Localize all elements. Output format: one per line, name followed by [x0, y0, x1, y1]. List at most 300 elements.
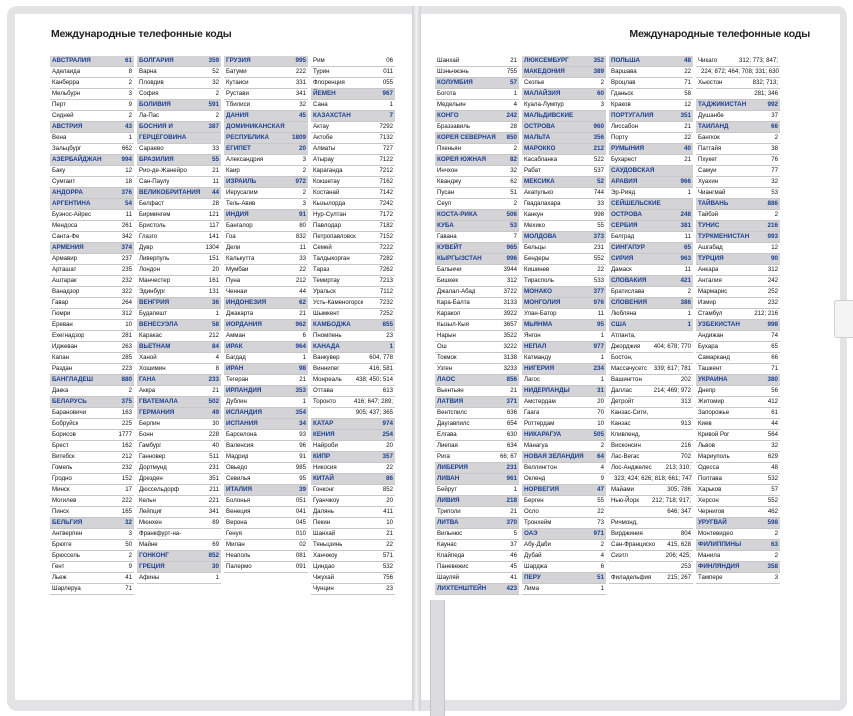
country-row: [435, 496, 519, 507]
city-name: Тронхейм: [524, 519, 552, 526]
dialing-code: 232: [767, 299, 778, 306]
city-name: Багдад: [226, 354, 246, 361]
country-row: [435, 221, 519, 232]
country-name: ГРЕЦИЯ: [139, 563, 165, 570]
city-name: Ванадзор: [52, 288, 80, 295]
dialing-code: 855: [382, 321, 393, 328]
city-name: Пусан: [437, 189, 455, 196]
dialing-code: 11: [212, 178, 219, 185]
country-row: [609, 276, 693, 287]
dialing-code: 56: [771, 387, 778, 394]
dialing-code: 9: [128, 101, 132, 108]
city-row: [50, 287, 134, 298]
city-row: [137, 199, 221, 210]
dialing-code: 416; 581: [369, 365, 393, 372]
dialing-code: 221: [208, 497, 219, 504]
country-name: ИРАК: [226, 343, 243, 350]
city-row: [311, 221, 395, 232]
country-name: ВЕНЕСУЭЛА: [139, 321, 178, 328]
dialing-code: 2: [774, 134, 778, 141]
dialing-code: 233: [208, 376, 219, 383]
city-name: Эр-Рияд: [611, 189, 636, 196]
dialing-code: 77: [771, 167, 778, 174]
dialing-code: 66; 67: [500, 453, 517, 460]
city-name: Тегеран: [226, 376, 249, 383]
city-name: Касабланка: [524, 156, 558, 163]
city-row: [137, 243, 221, 254]
city-name: Богота: [437, 90, 456, 97]
country-row: [50, 199, 134, 210]
dialing-code: 055: [382, 79, 393, 86]
city-name: Санта-Фе: [52, 233, 80, 240]
country-row: [224, 56, 308, 67]
city-row: [224, 100, 308, 111]
dialing-code: 32: [510, 167, 517, 174]
dialing-code: 421: [680, 277, 691, 284]
dialing-code: 51: [596, 574, 604, 581]
country-name: КОЛУМБИЯ: [437, 79, 473, 86]
city-name: Елгава: [437, 431, 457, 438]
country-row: [609, 298, 693, 309]
dialing-code: 21: [510, 387, 517, 394]
country-name: НИГЕРИЯ: [524, 365, 555, 372]
city-name: Атланта,: [611, 332, 636, 339]
city-row: [50, 276, 134, 287]
country-row: [224, 177, 308, 188]
city-name: Куала-Лумпур: [524, 101, 564, 108]
city-name: Баку: [52, 167, 66, 174]
city-row: [50, 67, 134, 78]
city-row: [137, 386, 221, 397]
city-name: Львов: [698, 442, 715, 449]
dialing-code: 10: [125, 321, 132, 328]
city-name: Катманду: [524, 354, 552, 361]
dialing-code: 225: [121, 420, 132, 427]
city-row: [522, 540, 606, 551]
dialing-code: 8: [128, 68, 132, 75]
city-row: [696, 177, 780, 188]
dialing-code: 964: [295, 343, 306, 350]
dialing-code: 339; 617; 781: [653, 365, 691, 372]
dialing-code: 998: [593, 211, 604, 218]
city-name: Виннипег: [313, 365, 340, 372]
city-row: [435, 573, 519, 584]
city-row: [137, 529, 221, 540]
city-row: [435, 408, 519, 419]
dialing-code: 389: [593, 68, 604, 75]
city-row: [696, 67, 780, 78]
country-name: ИТАЛИЯ: [226, 486, 253, 493]
dialing-code: 22: [386, 541, 393, 548]
dialing-code: 629: [767, 453, 778, 460]
city-row: [224, 507, 308, 518]
dialing-code: 20: [597, 398, 604, 405]
city-name: Гамбург: [139, 442, 162, 449]
country-row: [224, 408, 308, 419]
city-row: [137, 144, 221, 155]
city-row: [311, 331, 395, 342]
city-name: Палермо: [226, 563, 252, 570]
city-name: Манагуа: [524, 442, 548, 449]
city-row: [50, 320, 134, 331]
city-name: Арташат: [52, 266, 77, 273]
dialing-code: 281; 346: [754, 90, 778, 97]
country-row: [522, 529, 606, 540]
city-name: Улан-Батор: [524, 310, 557, 317]
country-name: СЕРБИЯ: [611, 222, 638, 229]
city-name: Братислава: [611, 288, 645, 295]
city-row: [224, 463, 308, 474]
dialing-code: 2: [687, 288, 691, 295]
country-row: [609, 56, 693, 67]
dialing-code: 55: [211, 156, 219, 163]
city-name: Уральск: [313, 288, 336, 295]
city-name: Аштарак: [52, 277, 77, 284]
country-name: ГРУЗИЯ: [226, 57, 251, 64]
city-name: Мадрид: [226, 453, 249, 460]
city-row: [50, 353, 134, 364]
country-name: УЗБЕКИСТАН: [698, 321, 740, 328]
city-name: Гвадалахара: [524, 200, 561, 207]
dialing-code: 312: [767, 266, 778, 273]
dialing-code: 33: [299, 255, 306, 262]
city-row: [609, 408, 693, 419]
country-name: УРУГВАЙ: [698, 519, 727, 526]
country-name: КОНГО: [437, 112, 459, 119]
dialing-code: 322: [121, 288, 132, 295]
dialing-code: 744: [593, 189, 604, 196]
city-name: Венеция: [226, 508, 251, 515]
dialing-code: 7122: [379, 156, 393, 163]
country-name: ГАНА: [139, 376, 156, 383]
city-name: Майами: [611, 486, 634, 493]
dialing-code: 91: [298, 211, 306, 218]
dialing-code: 232: [121, 464, 132, 471]
city-name: Рабат: [524, 167, 541, 174]
city-row: [224, 309, 308, 320]
dialing-code: 117: [209, 222, 219, 229]
dialing-code: 462: [767, 508, 778, 515]
city-row: [311, 496, 395, 507]
city-name: Армавир: [52, 255, 78, 262]
country-name: СЛОВАКИЯ: [611, 277, 647, 284]
country-row: [311, 430, 395, 441]
country-row: [50, 243, 134, 254]
dialing-code: 564: [767, 431, 778, 438]
city-name: Шанхай: [437, 57, 460, 64]
dialing-code: 11: [299, 244, 306, 251]
country-name: КУВЕЙТ: [437, 244, 463, 251]
city-row: [609, 309, 693, 320]
city-name: Вроцлав: [611, 79, 636, 86]
country-name: СЛОВЕНИЯ: [611, 299, 648, 306]
country-row: [522, 485, 606, 496]
city-name: Пловдив: [139, 79, 164, 86]
city-name: Бухарест: [611, 156, 637, 163]
dialing-code: 3: [774, 574, 778, 581]
city-name: София: [139, 90, 159, 97]
dialing-code: 45: [298, 112, 306, 119]
city-row: [224, 232, 308, 243]
country-row: [696, 100, 780, 111]
dialing-code: 60: [596, 90, 604, 97]
country-name: ИЗРАИЛЬ: [226, 178, 257, 185]
country-row: [609, 177, 693, 188]
dialing-code: 10: [386, 519, 393, 526]
country-name: КАМБОДЖА: [313, 321, 351, 328]
city-name: Шымкент: [313, 310, 340, 317]
country-row: [137, 188, 221, 199]
dialing-code: 438; 450; 514: [355, 376, 393, 383]
country-name: ТАЙВАНЬ: [698, 200, 729, 207]
dialing-code: 28: [510, 123, 517, 130]
dialing-code: 216: [767, 222, 778, 229]
city-row: [522, 265, 606, 276]
city-name: Рига: [437, 453, 450, 460]
city-row: [311, 67, 395, 78]
dialing-code: 11: [684, 266, 691, 273]
dialing-code: 3922: [503, 310, 517, 317]
dialing-code: 32: [771, 442, 778, 449]
city-name: Сиэтл: [611, 552, 628, 559]
dialing-code: 22: [684, 134, 691, 141]
city-name: Аделаида: [52, 68, 81, 75]
dialing-code: 237: [121, 255, 132, 262]
country-name: ВЬЕТНАМ: [139, 343, 171, 350]
dialing-code: 4: [600, 552, 604, 559]
country-row: [50, 122, 134, 133]
city-name: Брест: [52, 442, 69, 449]
dialing-code: 977: [593, 343, 604, 350]
dialing-code: 2: [128, 387, 132, 394]
city-row: [311, 287, 395, 298]
country-row: [522, 386, 606, 397]
dialing-code: 985: [295, 464, 306, 471]
country-row: [311, 342, 395, 353]
dialing-code: 263: [121, 343, 132, 350]
country-name: СЕЙШЕЛЬСКИЕ: [611, 200, 661, 207]
city-name: Мехико: [524, 222, 545, 229]
dialing-code: 51: [510, 189, 517, 196]
country-row: [224, 210, 308, 221]
dialing-code: 12: [771, 244, 778, 251]
city-row: [137, 254, 221, 265]
city-row: [435, 100, 519, 111]
dialing-code: 852: [382, 486, 393, 493]
dialing-code: 2: [600, 541, 604, 548]
city-row: [311, 298, 395, 309]
dialing-code: 212: [121, 453, 132, 460]
country-row: [311, 419, 395, 430]
city-name: Бейрут: [437, 486, 457, 493]
city-name: Бристоль: [139, 222, 166, 229]
country-name: ТУРЦИЯ: [698, 255, 724, 262]
dialing-code: 537: [593, 167, 604, 174]
city-name: Могилев: [52, 497, 77, 504]
country-name: НЕПАЛ: [524, 343, 547, 350]
dialing-code: 45: [510, 563, 517, 570]
dialing-code: 41: [125, 574, 132, 581]
country-name: ВЕНГРИЯ: [139, 299, 170, 306]
city-row: [224, 265, 308, 276]
dialing-code: 234: [593, 365, 604, 372]
dialing-code: 58: [684, 90, 691, 97]
country-row: [435, 518, 519, 529]
dialing-code: 1: [687, 310, 691, 317]
country-name: КОРЕЯ ЮЖНАЯ: [437, 156, 487, 163]
dialing-code: 3657: [503, 321, 517, 328]
dialing-code: 20: [212, 266, 219, 273]
country-name: ТУРКМЕНИСТАН: [698, 233, 750, 240]
country-row: [609, 254, 693, 265]
bookmark-ribbon[interactable]: [430, 600, 445, 716]
dialing-code: 1: [600, 376, 604, 383]
country-row: [522, 364, 606, 375]
dialing-code: 84: [211, 343, 219, 350]
country-name: КИПР: [313, 453, 331, 460]
country-row: [435, 133, 519, 144]
city-name: Херсон: [698, 497, 719, 504]
city-row: [224, 529, 308, 540]
city-row: [50, 144, 134, 155]
country-row: [522, 144, 606, 155]
country-name: ЛИБЕРИЯ: [437, 464, 468, 471]
dialing-code: 213; 310;: [665, 464, 691, 471]
city-row: [137, 166, 221, 177]
city-row: [522, 221, 606, 232]
city-row: [50, 364, 134, 375]
dialing-code: 377: [593, 288, 604, 295]
dialing-code: 357: [382, 453, 393, 460]
dialing-code: 351: [208, 475, 219, 482]
dialing-code: 960: [593, 123, 604, 130]
city-name: Пинск: [52, 508, 69, 515]
city-name: Зальцбург: [52, 145, 82, 152]
dialing-code: 7162: [379, 178, 393, 185]
city-name: Чикаго: [698, 57, 718, 64]
dialing-code: 2: [600, 442, 604, 449]
dialing-code: 1: [215, 310, 219, 317]
country-row: [609, 166, 693, 177]
city-row: [696, 111, 780, 122]
city-name: Янгон: [524, 332, 541, 339]
country-row: [696, 562, 780, 573]
dialing-code: 211: [209, 486, 219, 493]
city-row: [435, 89, 519, 100]
city-row: [522, 210, 606, 221]
city-name: Барановичи: [52, 409, 87, 416]
city-name: Триполи: [437, 508, 461, 515]
city-name: Порту: [611, 134, 628, 141]
city-name: Даугавпилс: [437, 420, 470, 427]
dialing-code: 3233: [503, 365, 517, 372]
city-row: [50, 408, 134, 419]
dialing-code: 370: [506, 519, 517, 526]
city-name: Чжухай: [313, 574, 335, 581]
dialing-code: 21: [299, 310, 306, 317]
city-row: [137, 232, 221, 243]
city-name: Дамаск: [611, 266, 632, 273]
city-row: [137, 474, 221, 485]
country-row: [435, 375, 519, 386]
city-name: Севилья: [226, 475, 251, 482]
dialing-code: 95: [299, 475, 306, 482]
dialing-code: 62: [298, 299, 306, 306]
elastic-closure-tab[interactable]: [834, 300, 853, 338]
city-name: Пномпень: [313, 332, 342, 339]
dialing-code: 231: [208, 464, 219, 471]
city-row: [522, 397, 606, 408]
city-row: [50, 463, 134, 474]
dialing-code: 613: [382, 387, 393, 394]
city-name: Ванкувер: [313, 354, 340, 361]
city-row: [435, 56, 519, 67]
country-name: МАЛЬДИВСКИЕ: [524, 112, 574, 119]
city-name: Манчестер: [139, 277, 171, 284]
country-row: [435, 210, 519, 221]
dialing-code: 4: [513, 101, 517, 108]
city-row: [224, 188, 308, 199]
city-row: [696, 485, 780, 496]
dialing-code: 996: [506, 255, 517, 262]
dialing-code: 974: [382, 420, 393, 427]
dialing-code: 6: [302, 332, 306, 339]
dialing-code: 21: [510, 508, 517, 515]
dialing-code: 248: [680, 211, 691, 218]
dialing-code: 359: [208, 57, 219, 64]
city-name: Мумбаи: [226, 266, 249, 273]
city-row: [609, 78, 693, 89]
dialing-code: 598: [767, 519, 778, 526]
city-name: Шанхай: [313, 530, 336, 537]
dialing-code: 32: [212, 79, 219, 86]
country-name: СИРИЯ: [611, 255, 634, 262]
city-name: Измир: [698, 299, 717, 306]
city-row: [696, 287, 780, 298]
city-row: [311, 573, 395, 584]
city-row: [522, 166, 606, 177]
city-row: [609, 375, 693, 386]
country-row: [311, 474, 395, 485]
country-row: [696, 320, 780, 331]
city-name: Мармарис: [698, 288, 728, 295]
dialing-code: 967: [382, 90, 393, 97]
dialing-code: 341: [208, 508, 219, 515]
city-name: Чунцин: [313, 585, 334, 592]
country-name: АРМЕНИЯ: [52, 244, 84, 251]
city-row: [50, 133, 134, 144]
city-row: [696, 551, 780, 562]
city-row: [609, 155, 693, 166]
city-name: Торонто: [313, 398, 336, 405]
country-row: [609, 320, 693, 331]
country-name: КЕНИЯ: [313, 431, 335, 438]
city-name: Лима: [524, 585, 539, 592]
country-row: [50, 518, 134, 529]
dialing-code: 20: [298, 145, 306, 152]
city-name: Овьедо: [226, 464, 248, 471]
city-row: [696, 496, 780, 507]
city-name: Канкун: [524, 211, 544, 218]
dialing-code: 71: [125, 585, 132, 592]
city-name: Шарджа: [524, 563, 548, 570]
dialing-code: 7262: [379, 266, 393, 273]
dialing-code: 312; 773; 847;: [739, 57, 778, 64]
dialing-code: 02: [299, 541, 306, 548]
country-name: ЙЕМЕН: [313, 90, 336, 97]
city-row: [609, 562, 693, 573]
city-name: Кванджу: [437, 178, 462, 185]
